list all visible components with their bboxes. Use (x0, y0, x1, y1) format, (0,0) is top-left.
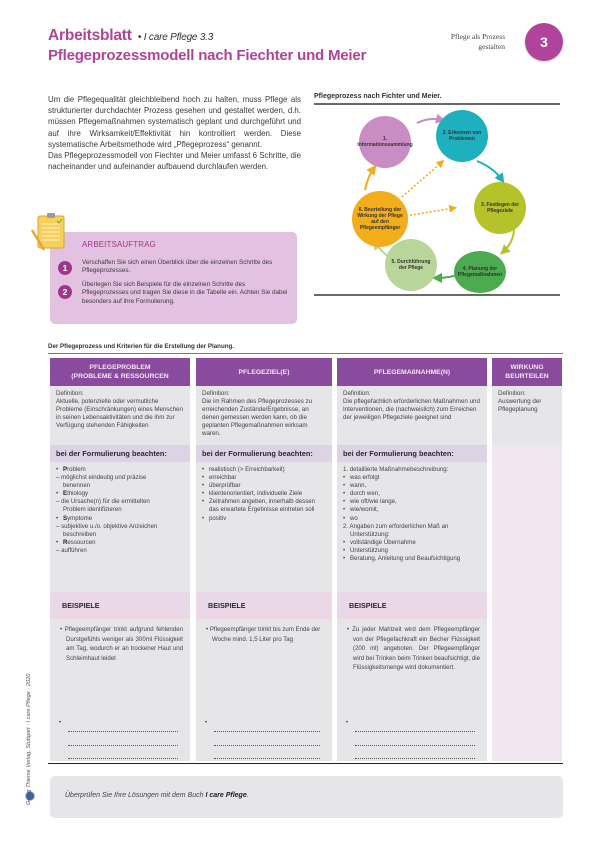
task-item-1: Verschaffen Sie sich einen Überblick über die einzelnen Schritte des Pflegeprozesses. (82, 259, 273, 275)
note-item: • wie/womit, (343, 506, 481, 514)
note-item: 1. detaillierte Maßnahmebeschreibung: (343, 466, 449, 473)
column-pflegeproblem (50, 358, 190, 761)
answer-line[interactable] (214, 756, 320, 759)
notes-cell (196, 462, 332, 592)
definition-label: Definition: (56, 390, 84, 397)
definition-cell (492, 386, 562, 445)
empty-bullet: • (59, 720, 62, 726)
examples-heading: BEISPIELE (337, 592, 487, 619)
note-item: – möglichst eindeutig und präzise (56, 474, 147, 482)
definition-text: Die pflegefachlich erforderlichen Maßnahmen und Interventionen, die (nachweislich) zum Erreichen der jeweiligen Pflegeziele geeignet sind (343, 398, 480, 421)
answer-line[interactable] (68, 756, 178, 759)
step-4-circle: 4. Planung der Pflegemaßnahmen (454, 251, 506, 293)
step-3-circle: 3. Festlegen der Pflegeziele (474, 182, 526, 234)
step-2-circle: 2. Erkennen von Problemen (436, 110, 488, 162)
answer-line[interactable] (214, 729, 320, 732)
example-content: Pflegeempfänger trinkt aufgrund fehlenden Durstgefühls weniger als 300ml Flüssigkeit am Tag, wodurch er an trockener Haut und Schleimhaut leidet (64, 626, 183, 662)
definition-text: Die im Rahmen des Pflegeprozesses zu erreichenden Zustände/Ergebnisse, an denen gemessen werden kann, ob die geplanten Pflegemaßnahmen wirksam waren. (202, 398, 313, 437)
publisher-credit: Georg Thieme Verlag, Stuttgart · I care Pflege · 2020 (26, 673, 32, 805)
note-item: • realistisch (> Erreichbarkeit) (202, 466, 326, 474)
clipboard-icon (30, 212, 70, 254)
check-solution-text (65, 792, 249, 799)
page-title: Pflegeprozessmodell nach Fiechter und Meier (48, 47, 367, 64)
intro-paragraph-2: Das Pflegeprozessmodell von Fiechter und Meier umfasst 6 Schritte, die nacheinander und aufeinander aufbauend durchlaufen werden. (48, 151, 301, 172)
examples-cell (337, 619, 487, 761)
worksheet-label (48, 27, 213, 45)
column-header-line2: (PROBLEME & RESSOURCEN (71, 373, 169, 380)
definition-text: Auswertung der Pflegeplanung (498, 398, 542, 413)
note-item: • vollständige Übernahme (343, 539, 481, 547)
bullet: • (347, 626, 350, 633)
task-number-2: 2 (58, 285, 72, 299)
example-content: Pflegeempfänger trinkt bis zum Ende der Woche mind. 1,5 Liter pro Tag (209, 626, 321, 643)
definition-label: Definition: (343, 390, 371, 397)
definition-cell (196, 386, 332, 445)
note-item: • Beratung, Anleitung und Beaufsichtigung (343, 555, 481, 563)
answer-line[interactable] (68, 729, 178, 732)
step-6-circle: 6. Beurteilung der Wirkung der Pflege auf den Pflegeempfänger (352, 191, 408, 247)
column-header (50, 358, 190, 386)
chapter-number-badge: 3 (525, 23, 563, 61)
bullet: • (60, 626, 63, 633)
note-item: • Symptome (56, 515, 184, 523)
note-item: Unterstützung: (350, 530, 390, 538)
note-item: • Ressourcen (56, 539, 184, 547)
diagram-rule-top (314, 103, 560, 105)
notes-list (56, 466, 184, 555)
example-text (59, 625, 183, 663)
note-item: • wie oft/wie lange, (343, 498, 481, 506)
note-item: • klientenorientiert, individuelle Ziele (202, 490, 326, 498)
answer-line[interactable] (355, 729, 475, 732)
diagram-rule-bottom (314, 294, 560, 296)
column-pflegeziel (196, 358, 332, 761)
note-item: • Problem (56, 466, 184, 474)
column-pflegemassnahme (337, 358, 487, 761)
step-1-circle: 1. Informationssammlung (359, 116, 411, 168)
note-item: benennen (63, 482, 91, 490)
notes-list (343, 466, 481, 563)
note-item: • wann, (343, 482, 481, 490)
note-item: Problem identifizieren (63, 506, 122, 514)
note-item: • positiv (202, 515, 326, 523)
definition-cell (50, 386, 190, 445)
column-header-line1: PFLEGEZIEL(E) (238, 368, 290, 376)
column-header-line1: WIRKUNG (510, 364, 544, 371)
notes-heading: bei der Formulierung beachten: (337, 445, 487, 462)
intro-text (48, 94, 301, 172)
notes-list (202, 466, 326, 523)
empty-bullet: • (205, 720, 208, 726)
assignment-title: ARBEITSAUFTRAG (82, 240, 156, 249)
note-item: • wo (343, 515, 481, 523)
column-header (337, 358, 487, 386)
separator: • (137, 32, 142, 43)
worksheet-label-text: Arbeitsblatt (48, 27, 132, 44)
chapter-topic-line2: gestalten (478, 42, 505, 51)
note-item: • durch wen, (343, 490, 481, 498)
column-wirkung-beurteilen (492, 358, 562, 761)
notes-heading: bei der Formulierung beachten: (50, 445, 190, 462)
example-text (346, 625, 480, 673)
answer-line[interactable] (355, 743, 475, 746)
empty-bullet: • (346, 720, 349, 726)
footer-text-suffix: . (246, 792, 249, 799)
intro-paragraph-1: Um die Pflegequalität gleichbleibend hoch zu halten, muss Pflege als strukturierter durchdachter Prozess gesehen und gestaltet werden, d.h. müssen Pflegemaßnahmen systematisch geplant und durchgeführt und auf ihre Wirksamkeit/Effektivität hin kontrolliert werden. Diese systematische Arbeitsmethode wird „Pflegeprozess“ genannt. (48, 95, 301, 149)
examples-cell (50, 619, 190, 761)
note-item: – subjektive u./o. objektive Anzeichen (56, 522, 158, 530)
column-header-line2: BEURTEILEN (505, 373, 549, 380)
footer-text-prefix: Überprüfen Sie Ihre Lösungen mit dem Buch (65, 792, 206, 799)
notes-heading: bei der Formulierung beachten: (196, 445, 332, 462)
step-5-circle: 5. Durchführung der Pflege (385, 239, 437, 291)
bullet: • (206, 626, 209, 633)
process-cycle-diagram (314, 106, 560, 291)
task-number-1: 1 (58, 261, 72, 275)
book-ref-text: I care Pflege 3.3 (143, 32, 214, 43)
answer-line[interactable] (214, 743, 320, 746)
table-rule-top (48, 353, 563, 354)
empty-answer-area[interactable] (492, 445, 562, 761)
note-item: – aufführen (56, 546, 87, 554)
note-item: • was erfolgt (343, 474, 481, 482)
notes-cell (50, 462, 190, 592)
table-caption: Der Pflegeprozess und Kriterien für die Erstellung der Planung. (48, 343, 235, 350)
example-content: Zu jeder Mahlzeit wird dem Pflegeempfänger von der Pflegefachkraft ein Becher Flüssigkeit (200 ml) angeboten. Der Pflegeempfänger wird bei Trinken beim Trinken beaufsichtigt, die Flüssigkeitsmenge wird dokumentiert. (352, 626, 480, 671)
table-rule-bottom (48, 763, 563, 764)
answer-line[interactable] (68, 743, 178, 746)
note-item: • Ethiology (56, 490, 184, 498)
column-header (196, 358, 332, 386)
footer-book-title: I care Pflege (205, 792, 247, 799)
chapter-topic (405, 32, 505, 52)
column-header (492, 358, 562, 386)
examples-cell (196, 619, 332, 761)
note-item: • Zeitrahmen angeben, innerhalb dessen das erwartete Ergebnisse eintreten soll (202, 498, 326, 514)
diagram-title: Pflegeprozess nach Fichter und Meier. (314, 93, 442, 100)
examples-heading: BEISPIELE (196, 592, 332, 619)
definition-cell (337, 386, 487, 445)
definition-label: Definition: (498, 390, 526, 397)
definition-label: Definition: (202, 390, 230, 397)
book-reference (138, 32, 213, 43)
definition-text: Aktuelle, potenzielle oder vermutliche Probleme (Einschränkungen) eines Menschen in seinen Lebensaktivitäten und die ihm zur Verfügung stehenden Fähigkeiten (56, 398, 183, 429)
note-item: 2. Angaben zum erforderlichen Maß an (343, 522, 449, 530)
notes-cell (337, 462, 487, 592)
column-header-line1: PFLEGEPROBLEM (89, 364, 151, 371)
chapter-topic-line1: Pflege als Prozess (450, 32, 505, 41)
example-text (205, 625, 325, 644)
examples-heading: BEISPIELE (50, 592, 190, 619)
note-item: • überprüfbar (202, 482, 326, 490)
note-item: • erreichbar (202, 474, 326, 482)
note-item: beschreiben (63, 530, 97, 538)
task-item-2: Überlegen Sie sich Beispiele für die einzelnen Schritte des Pflegeprozesses und tragen Sie diese in die Tabelle ein. Achten Sie dabei besonders auf ihre Formulierung. (82, 281, 288, 305)
note-item: • Unterstützung (343, 547, 481, 555)
note-item: – die Ursache(n) für die ermittelten (56, 498, 150, 506)
answer-line[interactable] (355, 756, 475, 759)
column-header-line1: PFLEGEMAßNAHME(N) (373, 368, 451, 376)
